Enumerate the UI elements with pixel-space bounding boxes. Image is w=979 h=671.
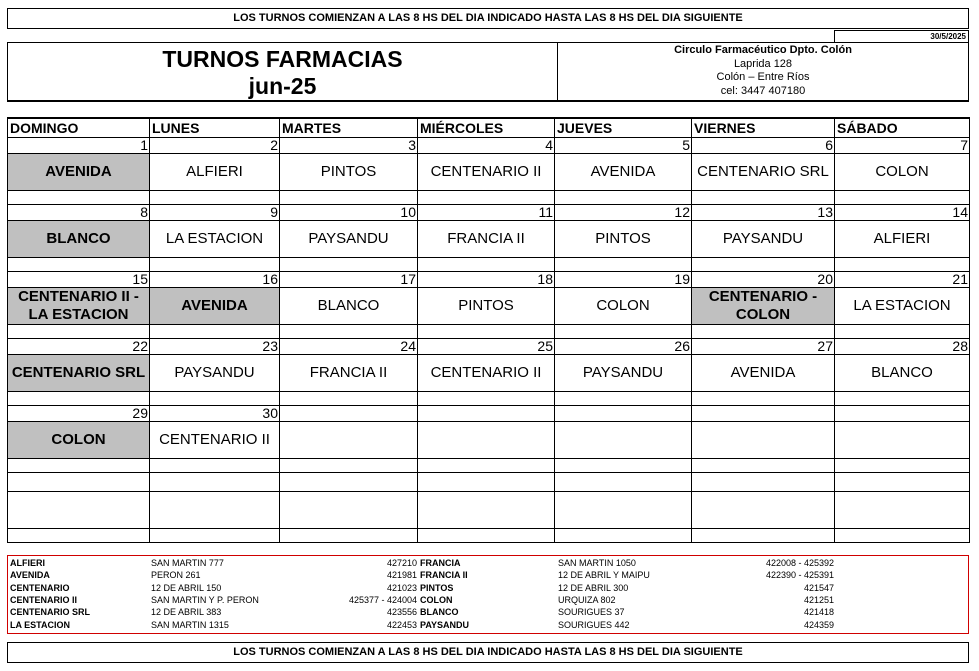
- day-number: 27: [692, 338, 835, 354]
- spacer-cell: [835, 190, 970, 204]
- day-number-row: [8, 338, 970, 354]
- empty-cell: [692, 472, 835, 491]
- spacer-cell: [280, 190, 418, 204]
- organization-phone: cel: 3447 407180: [720, 84, 806, 97]
- spacer-cell: [555, 324, 692, 338]
- day-number: 12: [555, 204, 692, 220]
- on-duty-pharmacy: PAYSANDU: [555, 354, 692, 391]
- spacer-cell: [692, 458, 835, 472]
- day-number-row: [8, 271, 970, 287]
- spacer-cell: [692, 257, 835, 271]
- spacer-cell: [8, 190, 150, 204]
- on-duty-pharmacy: PINTOS: [555, 220, 692, 257]
- day-number: 19: [555, 271, 692, 287]
- spacer-cell: [8, 257, 150, 271]
- directory-address: 12 DE ABRIL 300: [558, 582, 629, 593]
- directory-pharmacy-name: ALFIERI: [10, 558, 45, 568]
- empty-cell: [418, 491, 555, 528]
- day-number: 26: [555, 338, 692, 354]
- directory-pharmacy-name: CENTENARIO: [10, 582, 70, 593]
- empty-cell: [150, 528, 280, 542]
- spacer-cell: [280, 458, 418, 472]
- on-duty-pharmacy: ALFIERI: [150, 153, 280, 190]
- day-number-row: [8, 137, 970, 153]
- directory-pharmacy-name: CENTENARIO SRL: [10, 607, 91, 618]
- spacer-row: [8, 324, 970, 338]
- spacer-cell: [692, 190, 835, 204]
- on-duty-pharmacy: CENTENARIO II: [150, 421, 280, 458]
- directory-address: URQUIZA 802: [558, 594, 616, 605]
- directory-phone: 421981: [386, 570, 417, 581]
- on-duty-pharmacy: CENTENARIO - COLON: [692, 287, 835, 324]
- pharmacy-directory: [7, 555, 969, 634]
- on-duty-pharmacy: COLON: [8, 421, 150, 458]
- directory-pharmacy-name: CENTENARIO II: [10, 594, 78, 605]
- empty-row: [8, 491, 970, 528]
- spacer-cell: [555, 190, 692, 204]
- on-duty-pharmacy: AVENIDA: [150, 287, 280, 324]
- weekday-header: MIÉRCOLES: [418, 118, 555, 137]
- page-title: TURNOS FARMACIAS: [162, 46, 403, 72]
- on-duty-pharmacy: CENTENARIO II: [418, 153, 555, 190]
- spacer-cell: [280, 391, 418, 405]
- spacer-row: [8, 190, 970, 204]
- on-duty-pharmacy: [555, 421, 692, 458]
- on-duty-pharmacy: PAYSANDU: [280, 220, 418, 257]
- on-duty-pharmacy: COLON: [835, 153, 970, 190]
- spacer-cell: [555, 391, 692, 405]
- month-label: jun-25: [248, 73, 317, 99]
- directory-address: PERON 261: [151, 570, 201, 581]
- day-number: 8: [8, 204, 150, 220]
- pharmacy-row: [8, 354, 970, 391]
- day-number: 29: [8, 405, 150, 421]
- day-number: 13: [692, 204, 835, 220]
- day-number: 4: [418, 137, 555, 153]
- shift-notice-top: LOS TURNOS COMIENZAN A LAS 8 HS DEL DIA INDICADO HASTA LAS 8 HS DEL DIA SIGUIENTE: [7, 8, 969, 29]
- day-number: 17: [280, 271, 418, 287]
- directory-address: SOURIGUES 37: [558, 607, 625, 618]
- directory-phone: 421547: [803, 582, 834, 593]
- spacer-cell: [280, 257, 418, 271]
- pharmacy-row: [8, 287, 970, 324]
- day-number: 9: [150, 204, 280, 220]
- directory-phone: 427210: [386, 558, 417, 568]
- on-duty-pharmacy: AVENIDA: [8, 153, 150, 190]
- directory-phone: 421418: [803, 607, 834, 618]
- on-duty-pharmacy: COLON: [555, 287, 692, 324]
- empty-cell: [692, 491, 835, 528]
- spacer-row: [8, 391, 970, 405]
- day-number: [418, 405, 555, 421]
- weekday-header: DOMINGO: [8, 118, 150, 137]
- directory-address: SAN MARTIN 1315: [151, 619, 229, 630]
- on-duty-pharmacy: [692, 421, 835, 458]
- pharmacy-row: [8, 153, 970, 190]
- empty-cell: [835, 472, 970, 491]
- pharmacy-row: [8, 421, 970, 458]
- spacer-cell: [692, 324, 835, 338]
- day-number: 1: [8, 137, 150, 153]
- directory-pharmacy-name: COLON: [420, 594, 453, 605]
- organization-block: [558, 43, 968, 100]
- day-number: 18: [418, 271, 555, 287]
- directory-phone: 422390 - 425391: [765, 570, 834, 581]
- empty-row: [8, 472, 970, 491]
- on-duty-pharmacy: CENTENARIO SRL: [692, 153, 835, 190]
- empty-cell: [418, 472, 555, 491]
- directory-pharmacy-name: PAYSANDU: [420, 619, 470, 630]
- day-number: 20: [692, 271, 835, 287]
- organization-city: Colón – Entre Ríos: [716, 71, 810, 83]
- spacer-cell: [8, 458, 150, 472]
- day-number: 23: [150, 338, 280, 354]
- empty-cell: [150, 472, 280, 491]
- directory-phone: 422453: [386, 619, 417, 630]
- empty-cell: [8, 528, 150, 542]
- empty-cell: [555, 491, 692, 528]
- empty-cell: [280, 472, 418, 491]
- day-number-row: [8, 204, 970, 220]
- directory-pharmacy-name: LA ESTACION: [10, 619, 70, 630]
- directory-address: SAN MARTIN 1050: [558, 558, 636, 568]
- weekday-header-row: [8, 118, 970, 137]
- spacer-cell: [692, 391, 835, 405]
- on-duty-pharmacy: [835, 421, 970, 458]
- day-number: [835, 405, 970, 421]
- on-duty-pharmacy: PINTOS: [280, 153, 418, 190]
- document-date: 30/5/2025: [834, 30, 969, 42]
- spacer-cell: [418, 391, 555, 405]
- spacer-cell: [835, 458, 970, 472]
- empty-cell: [280, 491, 418, 528]
- organization-name: Circulo Farmacéutico Dpto. Colón: [674, 44, 852, 56]
- day-number: [555, 405, 692, 421]
- weekday-header: SÁBADO: [835, 118, 970, 137]
- empty-cell: [555, 472, 692, 491]
- spacer-cell: [150, 458, 280, 472]
- spacer-cell: [150, 324, 280, 338]
- empty-cell: [280, 528, 418, 542]
- on-duty-pharmacy: BLANCO: [280, 287, 418, 324]
- on-duty-pharmacy: PINTOS: [418, 287, 555, 324]
- spacer-cell: [555, 257, 692, 271]
- day-number: 22: [8, 338, 150, 354]
- on-duty-pharmacy: AVENIDA: [555, 153, 692, 190]
- directory-address: 12 DE ABRIL Y MAIPU: [558, 570, 650, 581]
- calendar-table: [7, 117, 970, 543]
- directory-address: SAN MARTIN Y P. PERON: [151, 594, 259, 605]
- weekday-header: JUEVES: [555, 118, 692, 137]
- directory-pharmacy-name: FRANCIA II: [420, 570, 468, 581]
- directory-phone: 422008 - 425392: [765, 558, 834, 568]
- spacer-cell: [150, 391, 280, 405]
- day-number: 14: [835, 204, 970, 220]
- directory-pharmacy-name: AVENIDA: [10, 570, 50, 581]
- on-duty-pharmacy: LA ESTACION: [150, 220, 280, 257]
- on-duty-pharmacy: FRANCIA II: [280, 354, 418, 391]
- shift-notice-bottom: LOS TURNOS COMIENZAN A LAS 8 HS DEL DIA INDICADO HASTA LAS 8 HS DEL DIA SIGUIENTE: [7, 642, 969, 663]
- on-duty-pharmacy: [280, 421, 418, 458]
- spacer-cell: [418, 257, 555, 271]
- directory-address: 12 DE ABRIL 383: [151, 607, 222, 618]
- day-number: 16: [150, 271, 280, 287]
- day-number: [280, 405, 418, 421]
- on-duty-pharmacy: AVENIDA: [692, 354, 835, 391]
- spacer-cell: [150, 257, 280, 271]
- directory-address: SOURIGUES 442: [558, 619, 630, 630]
- on-duty-pharmacy: BLANCO: [8, 220, 150, 257]
- directory-pharmacy-name: PINTOS: [420, 582, 454, 593]
- spacer-cell: [418, 458, 555, 472]
- spacer-cell: [555, 458, 692, 472]
- day-number: 10: [280, 204, 418, 220]
- spacer-cell: [835, 391, 970, 405]
- on-duty-pharmacy: LA ESTACION: [835, 287, 970, 324]
- directory-address: SAN MARTIN 777: [151, 558, 224, 568]
- day-number: 2: [150, 137, 280, 153]
- day-number: 11: [418, 204, 555, 220]
- directory-phone: 423556: [386, 607, 417, 618]
- on-duty-pharmacy: PAYSANDU: [150, 354, 280, 391]
- empty-cell: [150, 491, 280, 528]
- weekday-header: MARTES: [280, 118, 418, 137]
- directory-phone: 421023: [386, 582, 417, 593]
- day-number: 21: [835, 271, 970, 287]
- on-duty-pharmacy: CENTENARIO SRL: [8, 354, 150, 391]
- pharmacy-row: [8, 220, 970, 257]
- weekday-header: LUNES: [150, 118, 280, 137]
- empty-cell: [835, 491, 970, 528]
- spacer-row: [8, 458, 970, 472]
- day-number: 5: [555, 137, 692, 153]
- day-number: 24: [280, 338, 418, 354]
- on-duty-pharmacy: CENTENARIO II - LA ESTACION: [8, 287, 150, 324]
- spacer-cell: [280, 324, 418, 338]
- header-title-block: [8, 43, 558, 100]
- directory-phone: 421251: [803, 594, 834, 605]
- on-duty-pharmacy: PAYSANDU: [692, 220, 835, 257]
- header: [7, 42, 969, 102]
- day-number: 7: [835, 137, 970, 153]
- directory-pharmacy-name: FRANCIA: [420, 558, 461, 568]
- empty-cell: [8, 472, 150, 491]
- on-duty-pharmacy: BLANCO: [835, 354, 970, 391]
- spacer-cell: [8, 391, 150, 405]
- weekday-header: VIERNES: [692, 118, 835, 137]
- day-number: 3: [280, 137, 418, 153]
- on-duty-pharmacy: ALFIERI: [835, 220, 970, 257]
- day-number: 30: [150, 405, 280, 421]
- spacer-cell: [418, 324, 555, 338]
- empty-cell: [835, 528, 970, 542]
- spacer-cell: [8, 324, 150, 338]
- directory-phone: 425377 - 424004: [348, 594, 417, 605]
- organization-address: Laprida 128: [733, 57, 793, 70]
- empty-cell: [418, 528, 555, 542]
- day-number: 28: [835, 338, 970, 354]
- on-duty-pharmacy: CENTENARIO II: [418, 354, 555, 391]
- empty-cell: [692, 528, 835, 542]
- spacer-cell: [150, 190, 280, 204]
- day-number: 15: [8, 271, 150, 287]
- day-number: 25: [418, 338, 555, 354]
- spacer-cell: [835, 257, 970, 271]
- day-number: [692, 405, 835, 421]
- directory-pharmacy-name: BLANCO: [420, 607, 459, 618]
- day-number-row: [8, 405, 970, 421]
- empty-cell: [8, 491, 150, 528]
- empty-cell: [555, 528, 692, 542]
- directory-address: 12 DE ABRIL 150: [151, 582, 222, 593]
- spacer-cell: [418, 190, 555, 204]
- spacer-cell: [835, 324, 970, 338]
- directory-phone: 424359: [803, 619, 834, 630]
- spacer-row: [8, 257, 970, 271]
- day-number: 6: [692, 137, 835, 153]
- on-duty-pharmacy: [418, 421, 555, 458]
- empty-row: [8, 528, 970, 542]
- on-duty-pharmacy: FRANCIA II: [418, 220, 555, 257]
